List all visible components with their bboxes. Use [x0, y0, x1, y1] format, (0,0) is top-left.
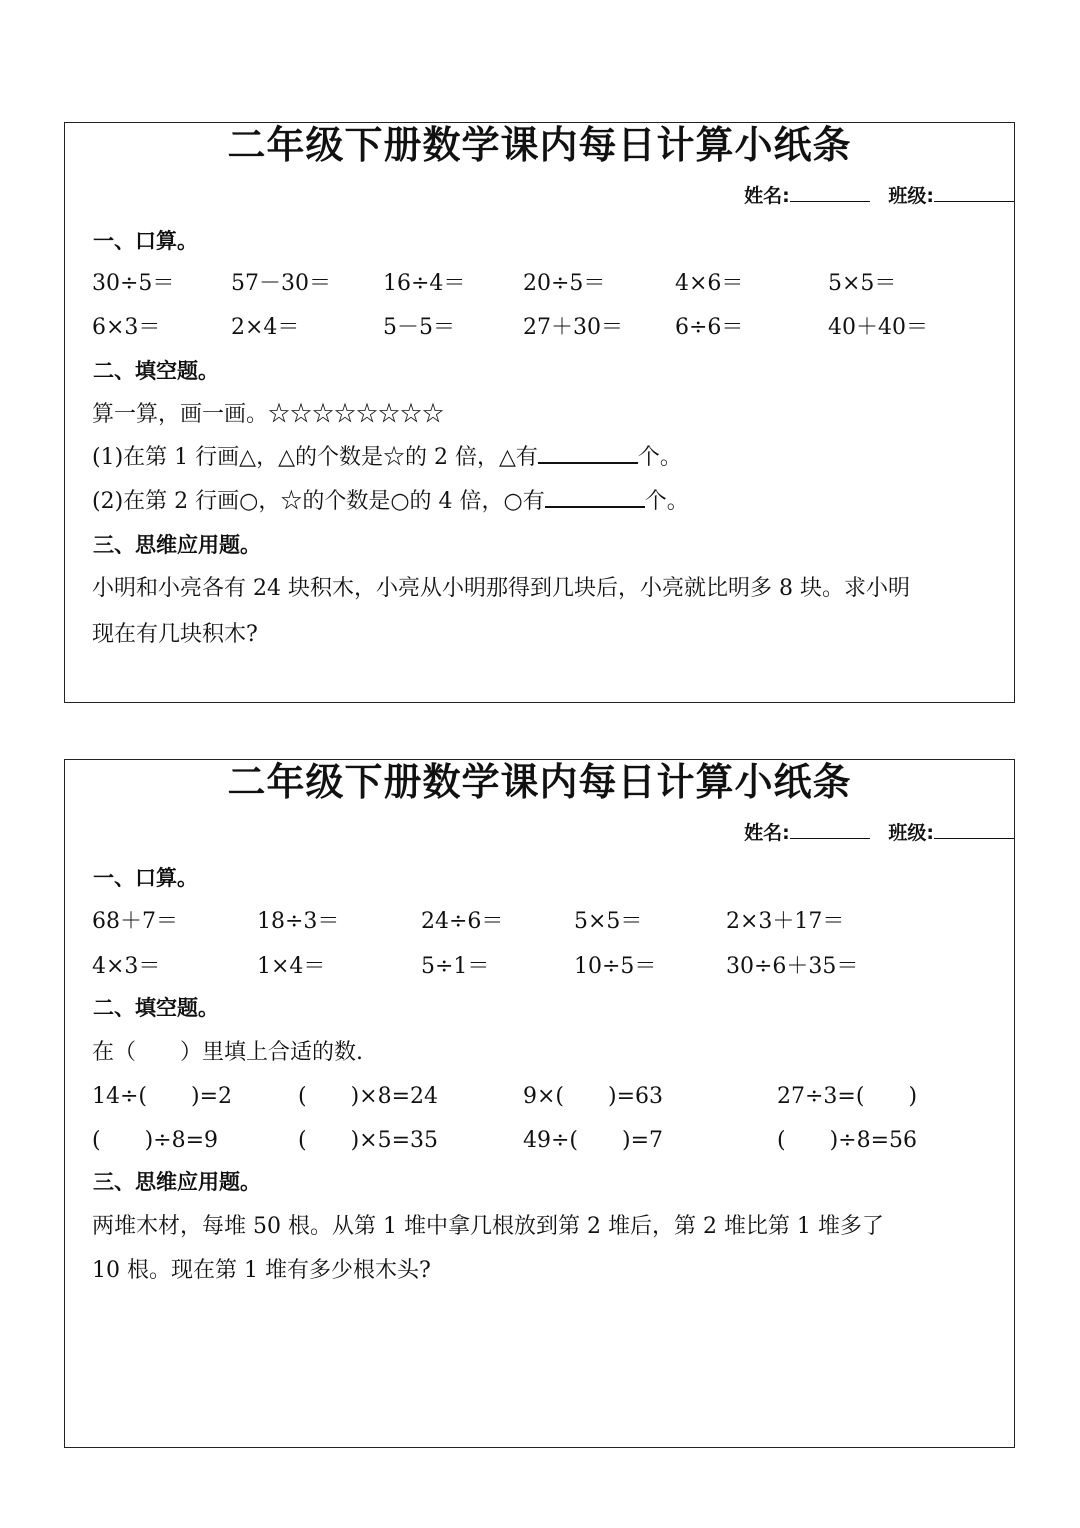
calc-item: 6×3＝ [92, 315, 161, 340]
calc-item: 5－5＝ [383, 315, 455, 340]
calc-item: 4×6＝ [675, 271, 744, 296]
answer-blank[interactable] [545, 488, 645, 508]
application-line-2: 现在有几块积木? [92, 622, 258, 647]
fill-question-2-text: (2)在第 2 行画○，☆的个数是○的 4 倍，○有 [92, 489, 545, 514]
section-mental-math: 一、口算。 [93, 866, 198, 890]
section-application: 三、思维应用题。 [93, 1170, 261, 1194]
fill-question-2-unit: 个。 [644, 489, 689, 514]
calc-item: 2×3＋17＝ [726, 909, 845, 934]
calc-item: 40＋40＝ [828, 315, 928, 340]
calc-item: 16÷4＝ [383, 271, 466, 296]
name-label: 姓名: [744, 822, 790, 844]
calc-item: 1×4＝ [257, 954, 326, 979]
calc-item: 2×4＝ [231, 315, 300, 340]
card-title: 二年级下册数学课内每日计算小纸条 [227, 760, 852, 804]
name-class-line [744, 818, 1014, 845]
calc-item: 6÷6＝ [675, 315, 744, 340]
fill-item[interactable]: ( )×5=35 [298, 1128, 439, 1153]
calc-item: 27＋30＝ [523, 315, 623, 340]
calc-item: 20÷5＝ [523, 271, 606, 296]
fill-question-2 [92, 484, 689, 515]
name-blank[interactable] [790, 824, 870, 839]
calc-item: 30÷6＋35＝ [726, 954, 859, 979]
class-blank[interactable] [934, 187, 1014, 202]
name-blank[interactable] [790, 187, 870, 202]
fill-item[interactable]: 14÷( )=2 [92, 1084, 233, 1109]
calc-item: 5÷1＝ [421, 954, 490, 979]
calc-item: 5×5＝ [828, 271, 897, 296]
fill-item[interactable]: ( )÷8=9 [92, 1128, 219, 1153]
calc-item: 5×5＝ [574, 909, 643, 934]
fill-question-1-text: (1)在第 1 行画△，△的个数是☆的 2 倍，△有 [92, 445, 538, 470]
calc-item: 57－30＝ [231, 271, 331, 296]
fill-intro: 算一算，画一画。☆☆☆☆☆☆☆☆ [92, 402, 445, 427]
application-line-1: 小明和小亮各有 24 块积木，小亮从小明那得到几块后，小亮就比明多 8 块。求小明 [92, 576, 910, 601]
fill-intro: 在（ ）里填上合适的数. [92, 1040, 363, 1065]
calc-item: 18÷3＝ [257, 909, 340, 934]
class-blank[interactable] [934, 824, 1014, 839]
section-fill-blank: 二、填空题。 [93, 996, 219, 1020]
calc-item: 30÷5＝ [92, 271, 175, 296]
name-class-line [744, 181, 1014, 208]
section-fill-blank: 二、填空题。 [93, 359, 219, 383]
calc-item: 4×3＝ [92, 954, 161, 979]
section-mental-math: 一、口算。 [93, 229, 198, 253]
calc-item: 68＋7＝ [92, 909, 178, 934]
fill-item[interactable]: 9×( )=63 [523, 1084, 664, 1109]
card-title: 二年级下册数学课内每日计算小纸条 [227, 123, 852, 167]
calc-item: 24÷6＝ [421, 909, 504, 934]
calc-item: 10÷5＝ [574, 954, 657, 979]
name-label: 姓名: [744, 185, 790, 207]
worksheet-card-2 [64, 759, 1015, 1448]
class-label: 班级: [888, 822, 934, 844]
fill-item[interactable]: 49÷( )=7 [523, 1128, 664, 1153]
fill-question-1-unit: 个。 [637, 445, 682, 470]
fill-question-1 [92, 440, 682, 471]
section-application: 三、思维应用题。 [93, 533, 261, 557]
fill-item[interactable]: 27÷3=( ) [777, 1084, 918, 1109]
class-label: 班级: [888, 185, 934, 207]
answer-blank[interactable] [538, 444, 638, 464]
application-line-1: 两堆木材，每堆 50 根。从第 1 堆中拿几根放到第 2 堆后，第 2 堆比第 1 堆多了 [92, 1214, 884, 1239]
application-line-2: 10 根。现在第 1 堆有多少根木头? [92, 1258, 431, 1283]
fill-item[interactable]: ( )×8=24 [298, 1084, 439, 1109]
worksheet-card-1 [64, 122, 1015, 703]
fill-item[interactable]: ( )÷8=56 [777, 1128, 918, 1153]
